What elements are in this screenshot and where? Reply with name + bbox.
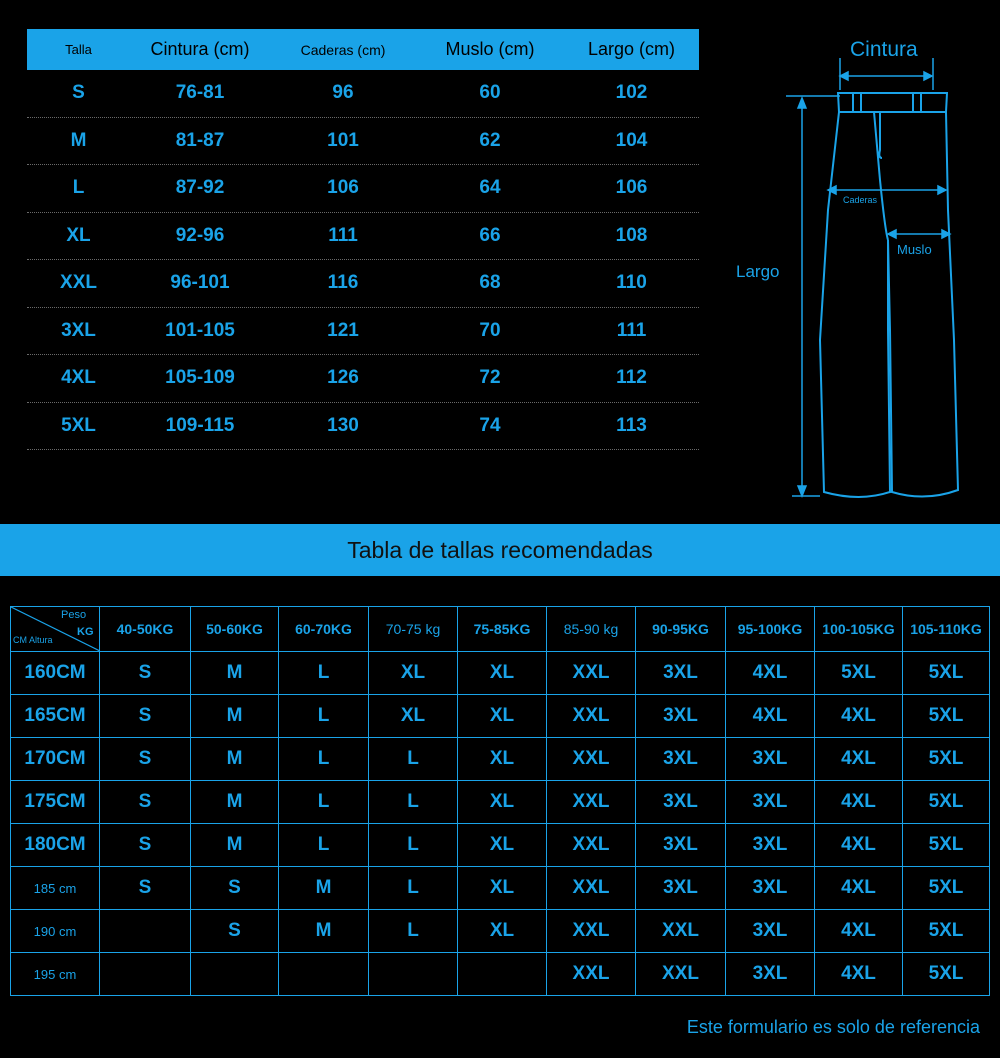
recommended-size-cell: 3XL bbox=[636, 824, 726, 867]
hips-cell: 126 bbox=[327, 367, 359, 389]
recommended-size-cell: 4XL bbox=[815, 867, 903, 910]
kg-axis-label: KG bbox=[77, 626, 94, 638]
recommended-size-cell: M bbox=[191, 652, 279, 695]
weight-header-row bbox=[11, 607, 990, 652]
height-row bbox=[11, 652, 990, 695]
hips-cell: 130 bbox=[327, 414, 359, 436]
recommended-size-cell: 4XL bbox=[815, 695, 903, 738]
recommended-size-cell: 3XL bbox=[726, 781, 815, 824]
thigh-cell: 64 bbox=[479, 177, 501, 199]
height-label-cell: 185 cm bbox=[11, 867, 100, 910]
recommended-size-cell: 3XL bbox=[636, 695, 726, 738]
hips-cell: 101 bbox=[327, 129, 359, 151]
waist-cell: 101-105 bbox=[165, 319, 235, 341]
thigh-cell: 72 bbox=[479, 367, 501, 389]
recommended-size-cell: 3XL bbox=[726, 867, 815, 910]
recommended-size-cell: S bbox=[100, 824, 191, 867]
waist-cell: 92-96 bbox=[175, 224, 225, 246]
waist-cell: 105-109 bbox=[165, 367, 235, 389]
recommended-size-cell: XL bbox=[458, 781, 547, 824]
recommended-size-cell: 5XL bbox=[903, 867, 990, 910]
height-label-cell: 165CM bbox=[11, 695, 100, 738]
recommended-size-cell: 5XL bbox=[903, 738, 990, 781]
recommended-size-cell: S bbox=[100, 781, 191, 824]
recommended-size-cell: M bbox=[279, 910, 369, 953]
recommended-size-cell: XL bbox=[458, 738, 547, 781]
header-length: Largo (cm) bbox=[587, 39, 676, 59]
hips-cell: 116 bbox=[327, 272, 359, 294]
recommended-size-cell: XL bbox=[369, 695, 458, 738]
thigh-cell: 70 bbox=[479, 319, 501, 341]
size-cell: 4XL bbox=[61, 367, 96, 389]
recommended-size-cell: M bbox=[279, 867, 369, 910]
recommended-size-cell: S bbox=[100, 652, 191, 695]
banner-title: Tabla de tallas recomendadas bbox=[347, 536, 653, 563]
recommended-size-cell: 3XL bbox=[636, 738, 726, 781]
recommended-size-cell: L bbox=[369, 738, 458, 781]
recommended-size-cell: L bbox=[279, 695, 369, 738]
recommended-size-cell: 5XL bbox=[903, 781, 990, 824]
recommended-size-cell: L bbox=[369, 824, 458, 867]
height-row bbox=[11, 738, 990, 781]
height-row bbox=[11, 695, 990, 738]
recommended-size-cell: L bbox=[369, 910, 458, 953]
size-cell: XL bbox=[66, 224, 91, 246]
recommended-size-cell: XXL bbox=[547, 781, 636, 824]
size-cell: S bbox=[72, 82, 85, 104]
recommended-size-cell: 4XL bbox=[815, 738, 903, 781]
header-hips: Caderas (cm) bbox=[300, 41, 386, 58]
size-cell: 5XL bbox=[61, 414, 96, 436]
weight-header-cell: 100-105KG bbox=[815, 607, 903, 652]
recommended-sizes-banner bbox=[0, 524, 1000, 576]
hips-cell: 96 bbox=[332, 82, 354, 104]
size-row bbox=[27, 213, 699, 261]
waist-cell: 76-81 bbox=[175, 82, 225, 104]
recommended-size-cell: M bbox=[191, 781, 279, 824]
length-label: Largo bbox=[736, 262, 780, 281]
recommended-size-cell bbox=[100, 910, 191, 953]
recommended-size-cell: 3XL bbox=[726, 910, 815, 953]
recommended-size-cell: 5XL bbox=[815, 652, 903, 695]
recommended-size-cell: 4XL bbox=[815, 781, 903, 824]
recommended-size-cell: 4XL bbox=[726, 695, 815, 738]
height-label-cell: 170CM bbox=[11, 738, 100, 781]
size-cell: XXL bbox=[60, 272, 97, 294]
recommended-size-cell: XXL bbox=[636, 953, 726, 996]
recommended-size-body bbox=[11, 652, 990, 996]
height-row bbox=[11, 953, 990, 996]
recommended-size-cell: 5XL bbox=[903, 910, 990, 953]
recommended-size-cell: L bbox=[279, 781, 369, 824]
recommended-size-cell: S bbox=[191, 867, 279, 910]
weight-header-cell: 85-90 kg bbox=[547, 607, 636, 652]
weight-header-cell: 95-100KG bbox=[726, 607, 815, 652]
recommended-size-cell: XL bbox=[458, 824, 547, 867]
corner-cell bbox=[11, 607, 100, 652]
recommended-size-cell: XL bbox=[458, 867, 547, 910]
size-row bbox=[27, 403, 699, 451]
height-label-cell: 160CM bbox=[11, 652, 100, 695]
recommended-size-cell: XL bbox=[458, 910, 547, 953]
recommended-size-cell: XL bbox=[458, 652, 547, 695]
waist-cell: 96-101 bbox=[170, 272, 230, 294]
recommended-size-cell: 5XL bbox=[903, 652, 990, 695]
thigh-cell: 74 bbox=[479, 414, 501, 436]
recommended-size-cell: S bbox=[100, 738, 191, 781]
thigh-cell: 68 bbox=[479, 272, 501, 294]
recommended-size-cell: XXL bbox=[547, 824, 636, 867]
weight-header-cell: 40-50KG bbox=[100, 607, 191, 652]
recommended-size-cell: XXL bbox=[547, 953, 636, 996]
height-row bbox=[11, 910, 990, 953]
size-row bbox=[27, 260, 699, 308]
recommended-size-cell: M bbox=[191, 695, 279, 738]
size-cell: 3XL bbox=[61, 319, 96, 341]
recommended-size-cell: 3XL bbox=[636, 652, 726, 695]
length-cell: 108 bbox=[615, 224, 648, 246]
header-waist: Cintura (cm) bbox=[150, 39, 250, 59]
recommended-size-cell: L bbox=[279, 738, 369, 781]
size-row bbox=[27, 308, 699, 356]
recommended-size-cell: XXL bbox=[547, 910, 636, 953]
recommended-size-table bbox=[10, 606, 990, 996]
weight-header-cell: 105-110KG bbox=[903, 607, 990, 652]
weight-axis-label: Peso bbox=[61, 609, 87, 621]
size-row bbox=[27, 165, 699, 213]
recommended-size-cell: L bbox=[279, 824, 369, 867]
recommended-size-cell: XXL bbox=[636, 910, 726, 953]
length-cell: 110 bbox=[616, 272, 647, 294]
height-row bbox=[11, 867, 990, 910]
size-table-header bbox=[27, 29, 699, 70]
reference-footnote: Este formulario es solo de referencia bbox=[686, 1017, 980, 1037]
weight-header-cell: 90-95KG bbox=[636, 607, 726, 652]
recommended-size-cell: 4XL bbox=[726, 652, 815, 695]
height-label-cell: 190 cm bbox=[11, 910, 100, 953]
height-label-cell: 175CM bbox=[11, 781, 100, 824]
hips-cell: 121 bbox=[327, 319, 359, 341]
recommended-size-cell bbox=[369, 953, 458, 996]
length-cell: 106 bbox=[615, 177, 648, 199]
height-label-cell: 180CM bbox=[11, 824, 100, 867]
recommended-size-cell: XL bbox=[369, 652, 458, 695]
recommended-size-cell: 3XL bbox=[726, 953, 815, 996]
waist-cell: 81-87 bbox=[175, 129, 225, 151]
pants-diagram bbox=[720, 30, 990, 510]
waist-cell: 109-115 bbox=[165, 414, 235, 436]
header-thigh: Muslo (cm) bbox=[445, 39, 535, 59]
header-size: Talla bbox=[65, 42, 92, 57]
size-measurement-table bbox=[27, 29, 699, 450]
recommended-size-cell: L bbox=[369, 867, 458, 910]
recommended-size-cell: 3XL bbox=[636, 867, 726, 910]
weight-header-cell: 70-75 kg bbox=[369, 607, 458, 652]
length-cell: 112 bbox=[616, 367, 647, 389]
recommended-size-cell: 3XL bbox=[726, 824, 815, 867]
recommended-size-cell: 4XL bbox=[815, 824, 903, 867]
height-row bbox=[11, 781, 990, 824]
height-row bbox=[11, 824, 990, 867]
thigh-cell: 60 bbox=[479, 82, 501, 104]
recommended-size-cell: XXL bbox=[547, 695, 636, 738]
weight-header-cell: 60-70KG bbox=[279, 607, 369, 652]
size-row bbox=[27, 355, 699, 403]
waist-cell: 87-92 bbox=[175, 177, 225, 199]
thigh-cell: 66 bbox=[479, 224, 501, 246]
weight-header-cell: 50-60KG bbox=[191, 607, 279, 652]
recommended-size-cell: L bbox=[279, 652, 369, 695]
recommended-size-cell: XXL bbox=[547, 652, 636, 695]
size-table-body bbox=[27, 70, 699, 450]
height-label-cell: 195 cm bbox=[11, 953, 100, 996]
recommended-size-cell: L bbox=[369, 781, 458, 824]
waist-label: Cintura bbox=[850, 38, 918, 61]
thigh-cell: 62 bbox=[479, 129, 501, 151]
recommended-size-cell bbox=[279, 953, 369, 996]
recommended-size-cell bbox=[100, 953, 191, 996]
recommended-size-cell: 3XL bbox=[636, 781, 726, 824]
recommended-size-cell: XL bbox=[458, 695, 547, 738]
size-cell: M bbox=[70, 129, 87, 151]
recommended-size-cell: 4XL bbox=[815, 953, 903, 996]
recommended-size-cell: M bbox=[191, 824, 279, 867]
recommended-size-cell: 3XL bbox=[726, 738, 815, 781]
hips-cell: 106 bbox=[327, 177, 359, 199]
recommended-size-cell: S bbox=[100, 867, 191, 910]
size-row bbox=[27, 118, 699, 166]
recommended-size-cell: 5XL bbox=[903, 695, 990, 738]
recommended-size-cell: S bbox=[191, 910, 279, 953]
recommended-size-cell: S bbox=[100, 695, 191, 738]
length-cell: 104 bbox=[615, 129, 648, 151]
hips-cell: 111 bbox=[328, 224, 358, 246]
length-cell: 111 bbox=[616, 319, 647, 341]
recommended-size-cell: M bbox=[191, 738, 279, 781]
size-cell: L bbox=[72, 177, 85, 199]
recommended-size-cell: 4XL bbox=[815, 910, 903, 953]
hips-label: Caderas bbox=[843, 195, 878, 205]
recommended-size-cell: XXL bbox=[547, 738, 636, 781]
length-cell: 113 bbox=[616, 414, 647, 436]
thigh-label: Muslo bbox=[897, 242, 932, 257]
recommended-size-cell: XXL bbox=[547, 867, 636, 910]
size-row bbox=[27, 70, 699, 118]
recommended-size-cell: 5XL bbox=[903, 953, 990, 996]
length-cell: 102 bbox=[615, 82, 648, 104]
recommended-size-cell bbox=[458, 953, 547, 996]
weight-header-cell: 75-85KG bbox=[458, 607, 547, 652]
height-axis-label: CM Altura bbox=[13, 635, 53, 645]
recommended-size-cell bbox=[191, 953, 279, 996]
recommended-size-cell: 5XL bbox=[903, 824, 990, 867]
